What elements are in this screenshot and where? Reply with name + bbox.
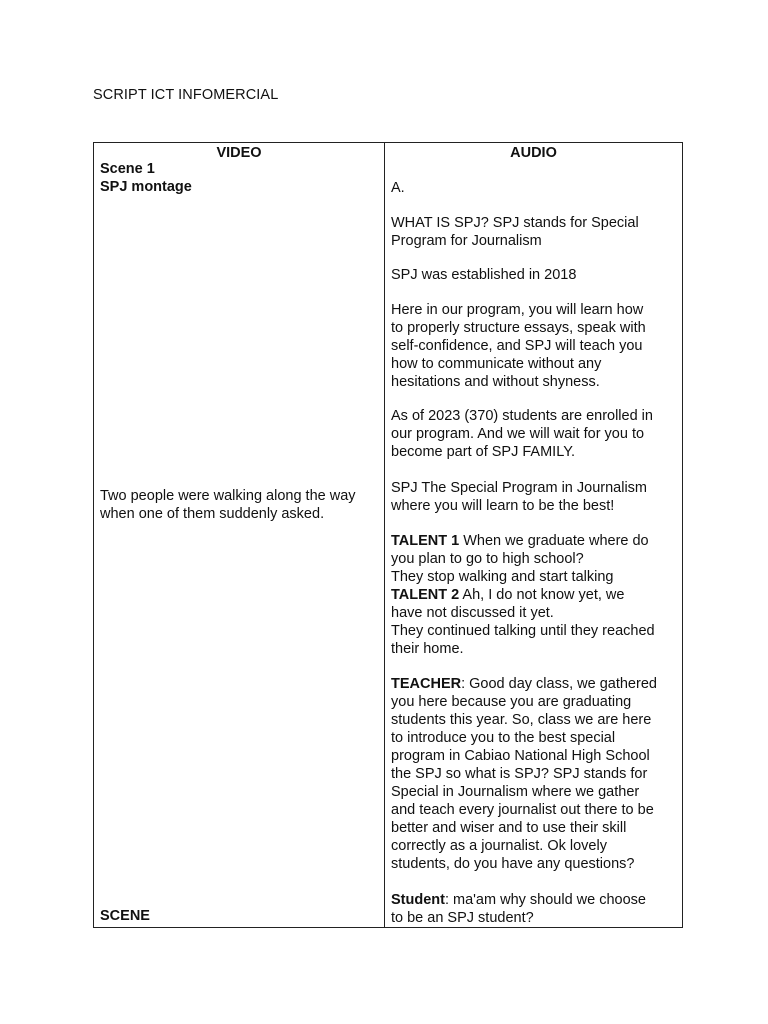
student-label: Student: [391, 892, 445, 908]
talent-1-label: TALENT 1: [391, 533, 460, 549]
audio-a: A.: [391, 180, 405, 196]
student-text: : ma'am why should we choose: [444, 892, 647, 908]
best-line-2: where you will learn to be the best!: [391, 498, 615, 514]
talent-1-line-2: you plan to go to high school?: [391, 551, 584, 567]
what-is-line-2: Program for Journalism: [391, 233, 542, 249]
talent-1-text: When we graduate where do: [459, 533, 649, 549]
video-header: VIDEO: [216, 145, 262, 161]
enrolled-line-3: become part of SPJ FAMILY.: [391, 444, 576, 460]
teacher-line-9: better and wiser and to use their skill: [391, 820, 627, 836]
teacher-line-2: you here because you are graduating: [391, 694, 632, 710]
audio-header: AUDIO: [510, 145, 557, 161]
teacher-line-11: students, do you have any questions?: [391, 856, 635, 872]
talent-1-line: [391, 532, 649, 550]
spj-montage-label: SPJ montage: [100, 179, 192, 195]
established-line: SPJ was established in 2018: [391, 267, 577, 283]
video-column: [94, 143, 384, 927]
what-is-line-1: WHAT IS SPJ? SPJ stands for Special: [391, 215, 639, 231]
document-title: SCRIPT ICT INFOMERCIAL: [93, 87, 279, 103]
talent-2-line-2: have not discussed it yet.: [391, 605, 554, 621]
student-line-2: to be an SPJ student?: [391, 910, 534, 926]
teacher-line-3: students this year. So, class we are here: [391, 712, 652, 728]
talent-2-label: TALENT 2: [391, 587, 460, 603]
best-line-1: SPJ The Special Program in Journalism: [391, 480, 648, 496]
talent-2-line-4: their home.: [391, 641, 464, 657]
talent-2-line: [391, 586, 624, 604]
program-line-2: to properly structure essays, speak with: [391, 320, 646, 336]
teacher-label: TEACHER: [391, 676, 462, 692]
program-line-1: Here in our program, you will learn how: [391, 302, 644, 318]
talent-1-line-3: They stop walking and start talking: [391, 569, 614, 585]
talent-2-text: Ah, I do not know yet, we: [459, 587, 625, 603]
teacher-line: [391, 675, 657, 693]
teacher-line-4: to introduce you to the best special: [391, 730, 616, 746]
program-line-3: self-confidence, and SPJ will teach you: [391, 338, 643, 354]
audio-column: [385, 143, 682, 927]
program-line-5: hesitations and without shyness.: [391, 374, 600, 390]
program-line-4: how to communicate without any: [391, 356, 602, 372]
teacher-line-7: Special in Journalism where we gather: [391, 784, 640, 800]
teacher-text: : Good day class, we gathered: [461, 676, 657, 692]
teacher-line-5: program in Cabiao National High School: [391, 748, 650, 764]
walking-text-line-2: when one of them suddenly asked.: [100, 506, 325, 522]
enrolled-line-2: our program. And we will wait for you to: [391, 426, 645, 442]
teacher-line-10: correctly as a journalist. Ok lovely: [391, 838, 607, 854]
talent-2-line-3: They continued talking until they reached: [391, 623, 655, 639]
enrolled-line-1: As of 2023 (370) students are enrolled in: [391, 408, 653, 424]
scene-label: SCENE: [100, 908, 150, 924]
teacher-line-8: and teach every journalist out there to be: [391, 802, 654, 818]
script-table: [93, 142, 683, 928]
teacher-line-6: the SPJ so what is SPJ? SPJ stands for: [391, 766, 648, 782]
scene-1-label: Scene 1: [100, 161, 155, 177]
walking-text-line-1: Two people were walking along the way: [100, 488, 356, 504]
student-line: [391, 891, 646, 909]
